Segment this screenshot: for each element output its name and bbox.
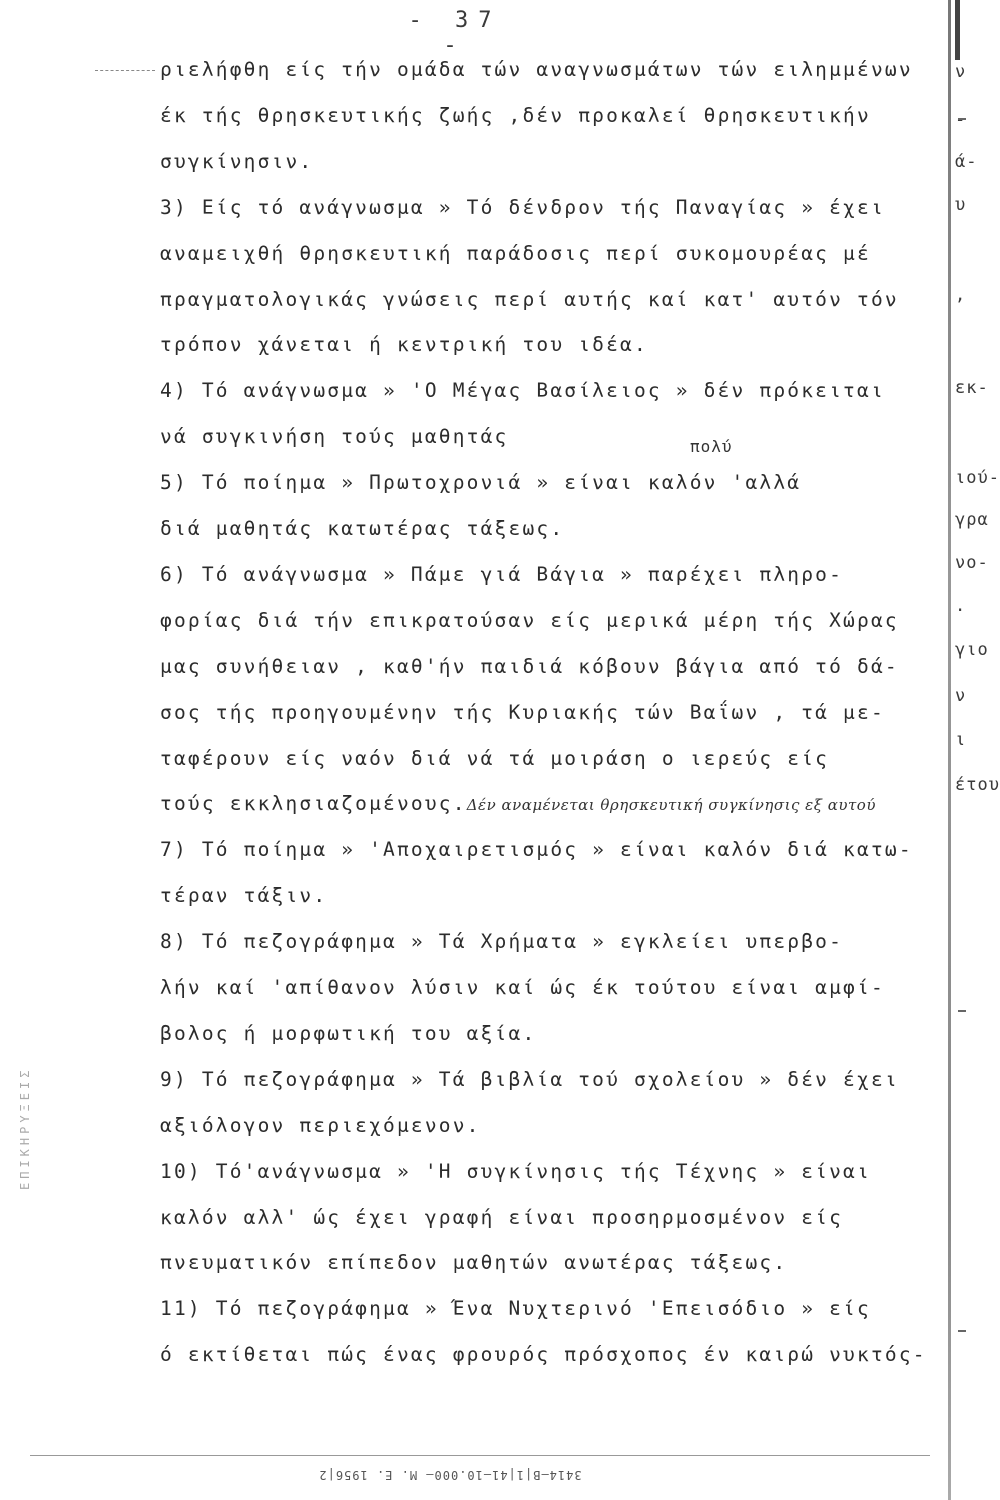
line-text: αναμειχθή θρησκευτική παράδοσις περί συκομουρέας μέ [160,241,871,265]
margin-fragment: - [955,110,967,130]
text-line [160,196,885,219]
line-text: ριελήφθη είς τήν ομάδα τών αναγνωσμάτων τών ειλημμένων [160,58,913,81]
line-text: 10) Τό'ανάγνωσμα » 'Η συγκίνησις τής Τέχνης » είναι [160,1159,871,1183]
margin-fragment: ι [955,730,967,750]
margin-fragment: νο- [955,553,989,573]
margin-tick [958,118,966,120]
line-text: διά μαθητάς κατωτέρας τάξεως. [160,517,565,540]
line-text: βολος ή μορφωτική του αξία. [160,1021,537,1045]
text-line [160,150,313,173]
side-stamp: ΕΠΙΚΗΡΥΞΕΙΣ [18,1066,32,1190]
text-line [160,1206,843,1229]
line-text: φορίας διά τήν επικρατούσαν είς μερικά μέρη τής Χώρας [160,608,899,632]
text-line [160,104,871,127]
handwritten-insertion: Δέν αναμένεται θρησκευτική συγκίνησις εξ αυτού [466,796,876,815]
line-text: 11) Τό πεζογράφημα » Ένα Νυχτερινό 'Επεισόδιο » είς [160,1297,871,1321]
line-text: συγκίνησιν. [160,149,314,173]
interlinear-handwritten-note: πολύ [690,437,733,456]
text-line [160,1068,899,1091]
next-page-edge [948,0,951,1500]
text-line [160,701,885,724]
line-text: αξιόλογον περιεχόμενον. [160,1113,481,1137]
line-text: 6) Τό ανάγνωσμα » Πάμε γιά Βάγια » παρέχει πληρο- [160,562,844,586]
line-text: πραγματολογικάς γνώσεις περί αυτής καί κατ' αυτόν τόν [160,287,899,311]
margin-fragment: υ [955,195,967,215]
line-text: 5) Τό ποίημα » Πρωτοχρονιά » είναι καλόν 'αλλά [160,471,802,495]
margin-tick [958,1010,966,1012]
text-line [160,1022,536,1045]
text-line [160,563,843,586]
line-text: ό εκτίθεται πώς ένας φρουρός πρόσχοπος έν καιρώ νυκτός- [160,1343,927,1367]
line-text: 8) Τό πεζογράφημα » Τά Χρήματα » εγκλείει υπερβο- [160,930,844,954]
margin-fragment: έτου [955,775,1000,795]
margin-fragment: γιο [955,640,989,660]
text-line [160,930,843,953]
text-line [160,792,876,815]
line-text: έκ τής θρησκευτικής ζωής ,δέν προκαλεί θρησκευτικήν [160,103,871,127]
text-line [160,242,871,265]
footer-rule [30,1455,930,1456]
text-line [160,1160,871,1183]
line-text: 3) Είς τό ανάγνωσμα » Τό δένδρον τής Παναγίας » έχει [160,195,885,219]
margin-fragment: γρα [955,510,989,530]
line-text: πνευματικόν επίπεδον μαθητών ανωτέρας τάξεως. [160,1251,788,1275]
margin-fragment: ν [955,62,967,82]
text-line [160,609,899,632]
line-text: 9) Τό πεζογράφημα » Τά βιβλία τού σχολείου » δέν έχει [160,1067,899,1091]
line-text: ταφέρουν είς ναόν διά νά τά μοιράση ο ιερεύς είς [160,746,830,770]
line-text: σος τής προηγουμένην τής Κυριακής τών Βαΐων , τά με- [160,700,885,724]
line-text: 7) Τό ποίημα » 'Αποχαιρετισμός » είναι καλόν διά κατω- [160,838,913,862]
text-line [160,333,648,356]
line-text: τούς εκκλησιαζομένους. [160,792,467,816]
line-text: 4) Τό ανάγνωσμα » 'Ο Μέγας Βασίλειος » δέν πρόκειται [160,379,885,403]
text-line [160,976,885,999]
margin-fragment: ά- [955,152,978,172]
line-text: νά συγκινήση τούς μαθητάς [160,425,509,449]
margin-fragment: εκ- [955,378,989,398]
page-number: - 37 - [408,8,502,58]
line-text: τρόπον χάνεται ή κεντρική του ιδέα. [160,333,648,357]
text-line [160,884,327,907]
text-line [160,1114,481,1137]
line-text: μας συνήθειαν , καθ'ήν παιδιά κόβουν βάγια από τό δά- [160,654,899,678]
margin-fragment: . [955,596,967,616]
text-line [160,517,564,540]
line-text: τέραν τάξιν. [160,884,328,908]
printer-imprint: 3414—Β|1|41—10.000— Μ. Ε. 1956|2 [318,1468,582,1482]
text-line [160,471,801,494]
text-line [160,288,899,311]
text-line [160,379,885,402]
margin-fragment: ν [955,686,967,706]
text-line [160,747,829,770]
text-line [160,838,913,861]
text-line [160,1251,787,1274]
margin-fragment: , [955,285,967,305]
margin-dash-line [95,70,155,71]
text-line [160,1343,927,1366]
text-line [160,1297,871,1320]
text-line [160,655,899,678]
next-page-edge-dark [955,0,960,60]
text-line [160,58,913,81]
line-text: καλόν αλλ' ώς έχει γραφή είναι προσηρμοσμένον είς [160,1205,844,1229]
margin-tick [958,1330,966,1332]
line-text: λήν καί 'απίθανον λύσιν καί ώς έκ τούτου είναι αμφί- [160,976,885,999]
text-line [160,425,509,448]
margin-fragment: ιού- [955,468,1000,488]
